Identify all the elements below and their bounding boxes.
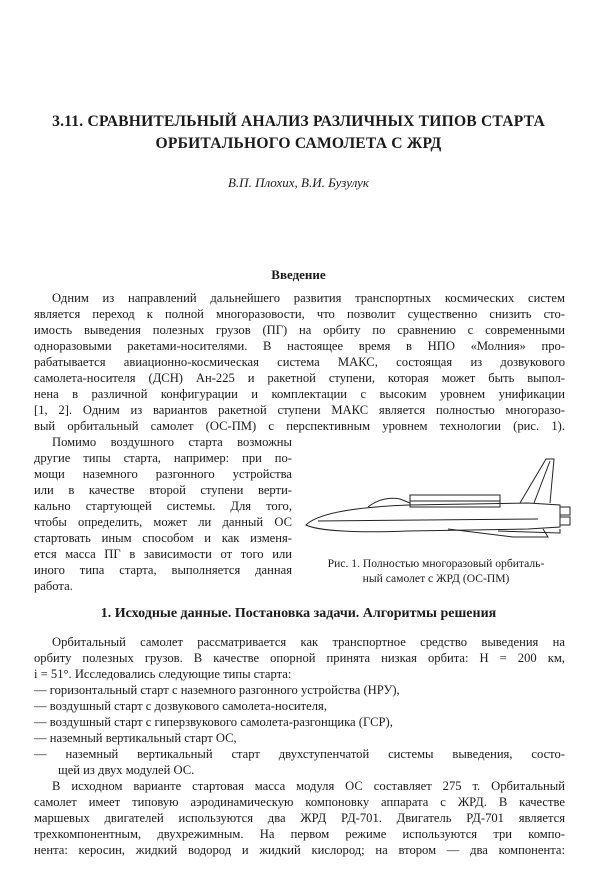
text-line: маршевых двигателей используются два ЖРД РД-701. Двигатель РД-701 является <box>34 811 565 825</box>
list-item: — воздушный старт с гиперзвукового самолета-разгонщика (ГСР), <box>34 715 393 729</box>
text-line: вый орбитальный самолет (ОС-ПМ) с перспективным уровнем технологии (рис. 1). <box>34 419 565 433</box>
text-line: Орбитальный самолет рассматривается как транспортное средство выведения на <box>52 635 565 649</box>
text-line: другие типы старта, например: при по- <box>34 451 292 465</box>
text-line: чтобы определить, может ли данный ОС <box>34 515 292 529</box>
text-line: кально стартующей системы. Для того, <box>34 499 292 513</box>
list-item: щей из двух модулей ОС. <box>58 763 195 777</box>
engine-nozzle <box>560 507 570 515</box>
text-line: i = 51°. Исследовались следующие типы старта: <box>34 667 292 681</box>
text-line: нена в различной конфигурации и комплектации с высоким уровнем унификации <box>34 387 565 401</box>
text-line: или в качестве второй ступени верти- <box>34 483 292 497</box>
list-item: — наземный вертикальный старт ОС, <box>34 731 237 745</box>
text-line: трехкомпонентным, двухрежимным. На первом режиме используются три компо- <box>34 827 565 841</box>
text-line: орбиту полезных грузов. В качестве опорной принята низкая орбита: H = 200 км, <box>34 651 565 665</box>
engine-nozzle <box>560 517 570 525</box>
title-line-2: ОРБИТАЛЬНОГО САМОЛЕТА С ЖРД <box>155 135 442 152</box>
intro-heading: Введение <box>271 267 326 282</box>
text-line: Помимо воздушного старта возможны <box>52 435 292 449</box>
orbital-plane-figure <box>298 455 578 547</box>
figure-caption-line-1: Рис. 1. Полностью многоразовый орбиталь- <box>327 557 545 570</box>
authors: В.П. Плохих, В.И. Бузулук <box>227 175 369 190</box>
title-line-1: 3.11. СРАВНИТЕЛЬНЫЙ АНАЛИЗ РАЗЛИЧНЫХ ТИПОВ СТАРТА <box>52 113 545 130</box>
list-item: — горизонтальный старт с наземного разгонного устройства (НРУ), <box>34 683 400 697</box>
text-line: самолет имеет типовую аэродинамическую компоновку аппарата с ЖРД. В качестве <box>34 795 565 809</box>
text-line: одноразовыми ракетами-носителями. В настоящее время в НПО «Молния» про- <box>34 339 565 353</box>
text-line: нента: керосин, жидкий водород и жидкий кислород; на втором — два компонента: <box>34 843 565 857</box>
text-line: работа. <box>34 579 73 593</box>
text-line: [1, 2]. Одним из вариантов ракетной ступени МАКС является полностью многоразо- <box>34 403 565 417</box>
text-line: стартовать иным способом и как изменя- <box>34 531 292 545</box>
list-item: — воздушный старт с дозвукового самолета-носителя, <box>34 699 327 713</box>
text-line: В исходном варианте стартовая масса модуля ОС составляет 275 т. Орбитальный <box>52 779 565 793</box>
text-line: иного типа старта, выполняется данная <box>34 563 292 577</box>
list-item: — наземный вертикальный старт двухступенчатой системы выведения, состо- <box>34 747 565 761</box>
text-line: рабатывается авиационно-космическая система МАКС, состоящая из дозвукового <box>34 355 565 369</box>
text-line: мощи наземного разгонного устройства <box>34 467 292 481</box>
text-line: самолета-носителя (ДСН) Ан-225 и ракетной ступени, которая может быть выпол- <box>34 371 565 385</box>
text-line: ется масса ПГ в зависимости от того или <box>34 547 292 561</box>
text-line: является переход к полной многоразовости, что позволит существенно снизить сто- <box>34 307 565 321</box>
section-heading: 1. Исходные данные. Постановка задачи. Алгоритмы решения <box>100 606 497 621</box>
text-line: имость выведения полезных грузов (ПГ) на орбиту по сравнению с современными <box>34 323 565 337</box>
figure-caption-line-2: ный самолет с ЖРД (ОС-ПМ) <box>362 572 510 585</box>
text-line: Одним из направлений дальнейшего развития транспортных космических систем <box>52 291 565 305</box>
